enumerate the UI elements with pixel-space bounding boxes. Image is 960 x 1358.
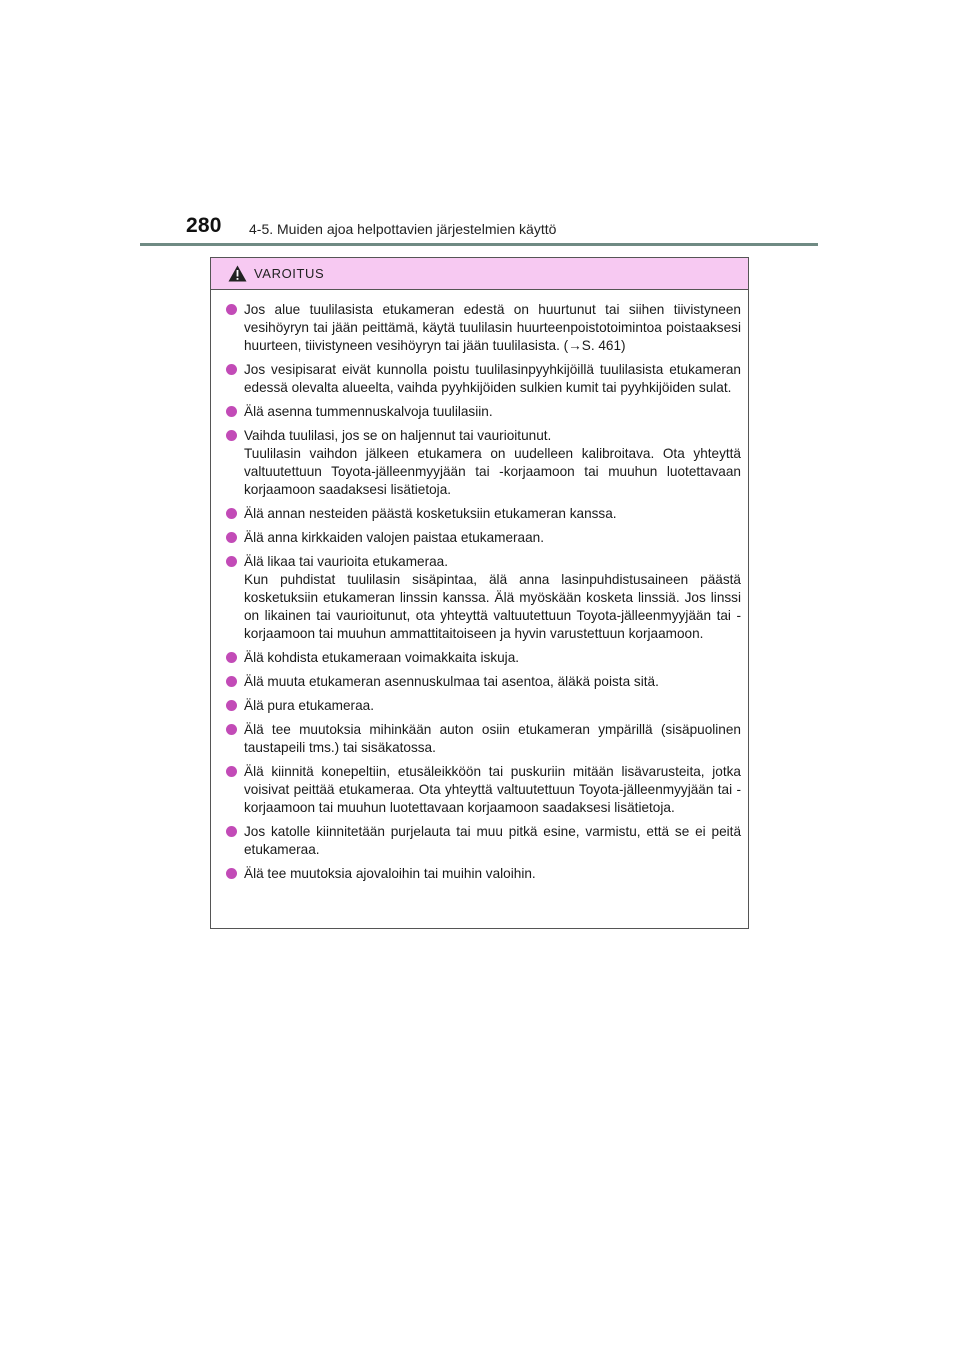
warning-item: Älä kiinnitä konepeltiin, etusäleikköön tai puskuriin mitään lisävarusteita, jotka voisivat peittää etukameraa. Ota yhteyttä valtuutettuun Toyota-jälleenmyyjään tai -korjaamoon tai muuhun luotettavaan korjaamoon saadaksesi lisätietoja. bbox=[225, 763, 741, 817]
warning-list bbox=[211, 290, 748, 883]
warning-item: Vaihda tuulilasi, jos se on haljennut tai vaurioitunut. Tuulilasin vaihdon jälkeen etukamera on uudelleen kalibroitava. Ota yhteyttä valtuutettuun Toyota-jälleenmyyjään tai -korjaamoon tai muuhun luotettavaan korjaamoon saadaksesi lisätietoja. bbox=[225, 427, 741, 499]
bullet-icon bbox=[226, 652, 237, 663]
warning-item: Älä kohdista etukameraan voimakkaita iskuja. bbox=[225, 649, 741, 667]
bullet-icon bbox=[226, 724, 237, 735]
warning-item: Jos vesipisarat eivät kunnolla poistu tuulilasinpyyhkijöillä tuulilasista etukameran edessä olevalta alueelta, vaihda pyyhkijöiden sulkien kumit tai pyyhkijöiden sulat. bbox=[225, 361, 741, 397]
warning-title: VAROITUS bbox=[254, 266, 325, 281]
bullet-icon bbox=[226, 508, 237, 519]
bullet-icon bbox=[226, 532, 237, 543]
bullet-icon bbox=[226, 556, 237, 567]
section-title: 4-5. Muiden ajoa helpottavien järjestelmien käyttö bbox=[249, 221, 557, 237]
warning-item: Jos katolle kiinnitetään purjelauta tai muu pitkä esine, varmistu, että se ei peitä etukameraa. bbox=[225, 823, 741, 859]
warning-item: Älä tee muutoksia mihinkään auton osiin etukameran ympärillä (sisäpuolinen taustapeili tms.) tai sisäkatossa. bbox=[225, 721, 741, 757]
warning-triangle-icon bbox=[228, 265, 247, 282]
bullet-icon bbox=[226, 430, 237, 441]
bullet-icon bbox=[226, 868, 237, 879]
bullet-icon bbox=[226, 700, 237, 711]
header-divider bbox=[140, 243, 818, 246]
warning-item: Älä tee muutoksia ajovaloihin tai muihin valoihin. bbox=[225, 865, 741, 883]
warning-item: Älä pura etukameraa. bbox=[225, 697, 741, 715]
warning-item: Älä muuta etukameran asennuskulmaa tai asentoa, äläkä poista sitä. bbox=[225, 673, 741, 691]
bullet-icon bbox=[226, 826, 237, 837]
page-number: 280 bbox=[186, 214, 222, 237]
bullet-icon bbox=[226, 304, 237, 315]
bullet-icon bbox=[226, 406, 237, 417]
warning-item: Älä annan nesteiden päästä kosketuksiin etukameran kanssa. bbox=[225, 505, 741, 523]
bullet-icon bbox=[226, 676, 237, 687]
warning-item: Älä anna kirkkaiden valojen paistaa etukameraan. bbox=[225, 529, 741, 547]
warning-box bbox=[210, 257, 749, 929]
bullet-icon bbox=[226, 364, 237, 375]
warning-header bbox=[211, 258, 748, 290]
warning-item: Jos alue tuulilasista etukameran edestä on huurtunut tai siihen tiivistyneen vesihöyryn tai jään peittämä, käytä tuulilasin huurteenpoistotoimintoa poistaaksesi huurteen, tiivistyneen vesihöyryn tai jään tuulilasista. (→S. 461) bbox=[225, 301, 741, 355]
bullet-icon bbox=[226, 766, 237, 777]
warning-item: Älä asenna tummennuskalvoja tuulilasiin. bbox=[225, 403, 741, 421]
warning-item: Älä likaa tai vaurioita etukameraa. Kun puhdistat tuulilasin sisäpintaa, älä anna lasinpuhdistusaineen päästä kosketuksiin etukameran linssin kanssa. Älä myöskään kosketa linssiä. Jos linssi on likainen tai vaurioitunut, ota yhteyttä valtuutettuun Toyota-jälleenmyyjään tai -korjaamoon tai muuhun ammattitaitoiseen ja hyvin varustettuun korjaamoon. bbox=[225, 553, 741, 643]
